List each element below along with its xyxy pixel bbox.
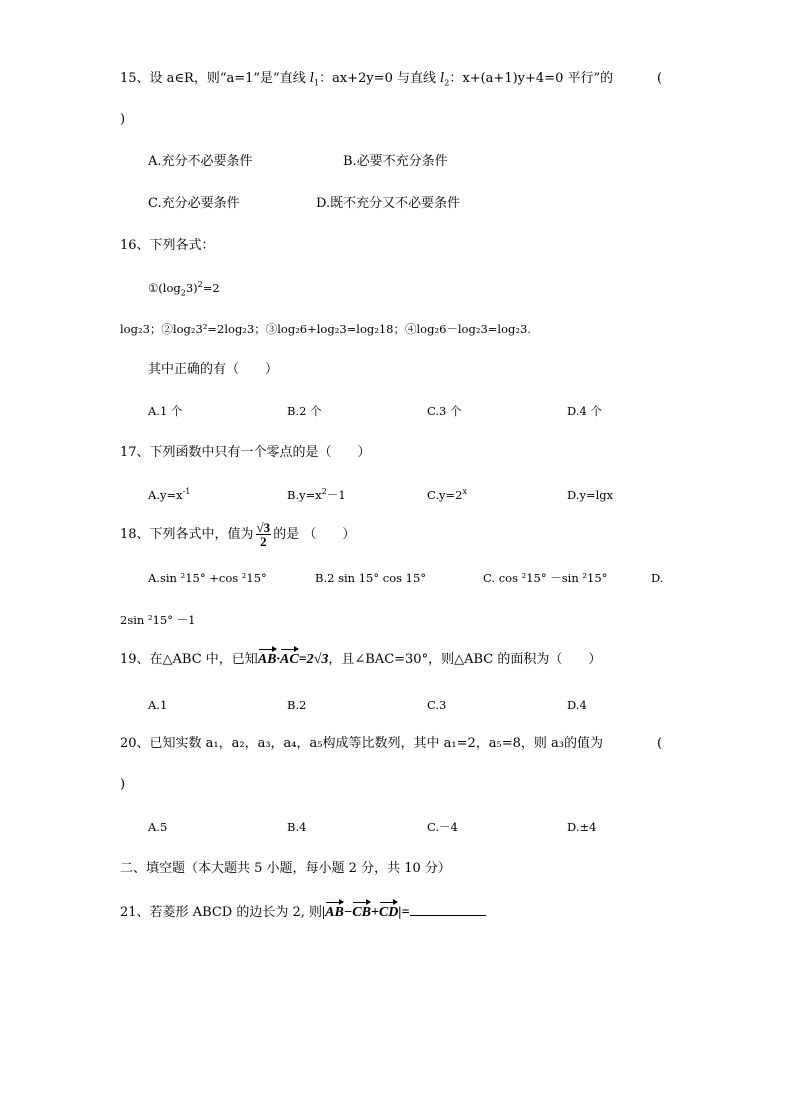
q18-option-d: 2sin ²15° －1 [120,613,196,627]
q21-vector-cb: CB [352,905,371,920]
q17-option-d: D.y=lgx [567,488,614,502]
q20-option-c: C.－4 [427,820,458,834]
q17-option-b: $B.y=x^2-1$ [287,487,346,502]
q17-option-c: $C.y=2^x$ [427,487,468,502]
q19-option-a: A.1 [148,698,168,712]
q15-option-a: A.充分不必要条件 [148,154,253,169]
q17-stem: 17、下列函数中只有一个零点的是（ ） [120,445,371,460]
q19-stem: 19、在△ABC 中，已知AB·AC=2√3，且∠BAC=30°，则△ABC 的面积为（ ） [120,652,602,667]
q18-option-a: A.sin ²15° +cos ²15° [148,571,267,585]
q17-option-a: $A.y=x^{-1}$ [148,487,191,502]
q21-stem: 21、若菱形 ABCD 的边长为 2, 则|AB−CB+CD|= [120,903,486,921]
q19-vector-ab: AB [257,652,277,667]
q18-option-b: B.2 sin 15° cos 15° [315,571,427,585]
q15-option-c: C.充分必要条件 [148,196,240,211]
q15-answer-paren-close: ) [120,112,126,127]
q20-option-b: B.4 [287,820,307,834]
q15-option-d: D.既不充分又不必要条件 [316,196,461,211]
q16-stem: 16、下列各式： [120,238,215,253]
q15-answer-paren-open: ( [657,71,663,86]
q19-option-d: D.4 [567,698,587,712]
q16-items-2-4: log₂3；②log₂3²=2log₂3；③log₂6+log₂3=log₂18；④log₂6－log₂3=log₂3. [120,322,531,336]
q20-answer-paren-close: ) [120,777,126,792]
q16-option-c: C.3 个 [427,404,462,418]
q20-option-a: A.5 [148,820,168,834]
q15-stem: 15、设 a∈R，则“a=1”是“直线 $l_1$：ax+2y=0 与直线 $l_2$：x+(a+1)y+4=0 平行”的 [120,71,614,88]
q20-answer-paren-open: ( [657,736,663,751]
q16-option-d: D.4 个 [567,404,602,418]
section-fill-in-title: 二、填空题（本大题共 5 小题，每小题 2 分，共 10 分） [120,861,451,876]
q19-option-b: B.2 [287,698,307,712]
q19-option-c: C.3 [427,698,447,712]
q21-vector-ab: AB [325,905,344,920]
q16-option-a: A.1 个 [148,404,183,418]
q20-option-d: D.±4 [567,820,597,834]
q15-option-b: B.必要不充分条件 [343,154,448,169]
q16-item-1: $①(\log_23)^2=2$ [148,280,220,298]
q18-option-c: C. cos ²15° －sin ²15° [483,571,608,585]
q16-option-b: B.2 个 [287,404,322,418]
q16-question: 其中正确的有（ ） [148,362,279,377]
q18-stem: 18、下列各式中，值为 $\frac{√3}{2}$ 的是 （ ） [120,520,356,549]
q18-option-d-label: D. [651,571,664,585]
q21-answer-blank[interactable] [410,903,486,916]
q18-fraction: $\frac{√3}{2}$ [256,520,271,549]
q20-stem: 20、已知实数 a₁，a₂，a₃，a₄，a₅构成等比数列，其中 a₁=2，a₅=8，则 a₃的值为 [120,736,603,751]
q19-vector-ac: AC [280,652,299,667]
q21-vector-cd: CD [378,905,399,920]
